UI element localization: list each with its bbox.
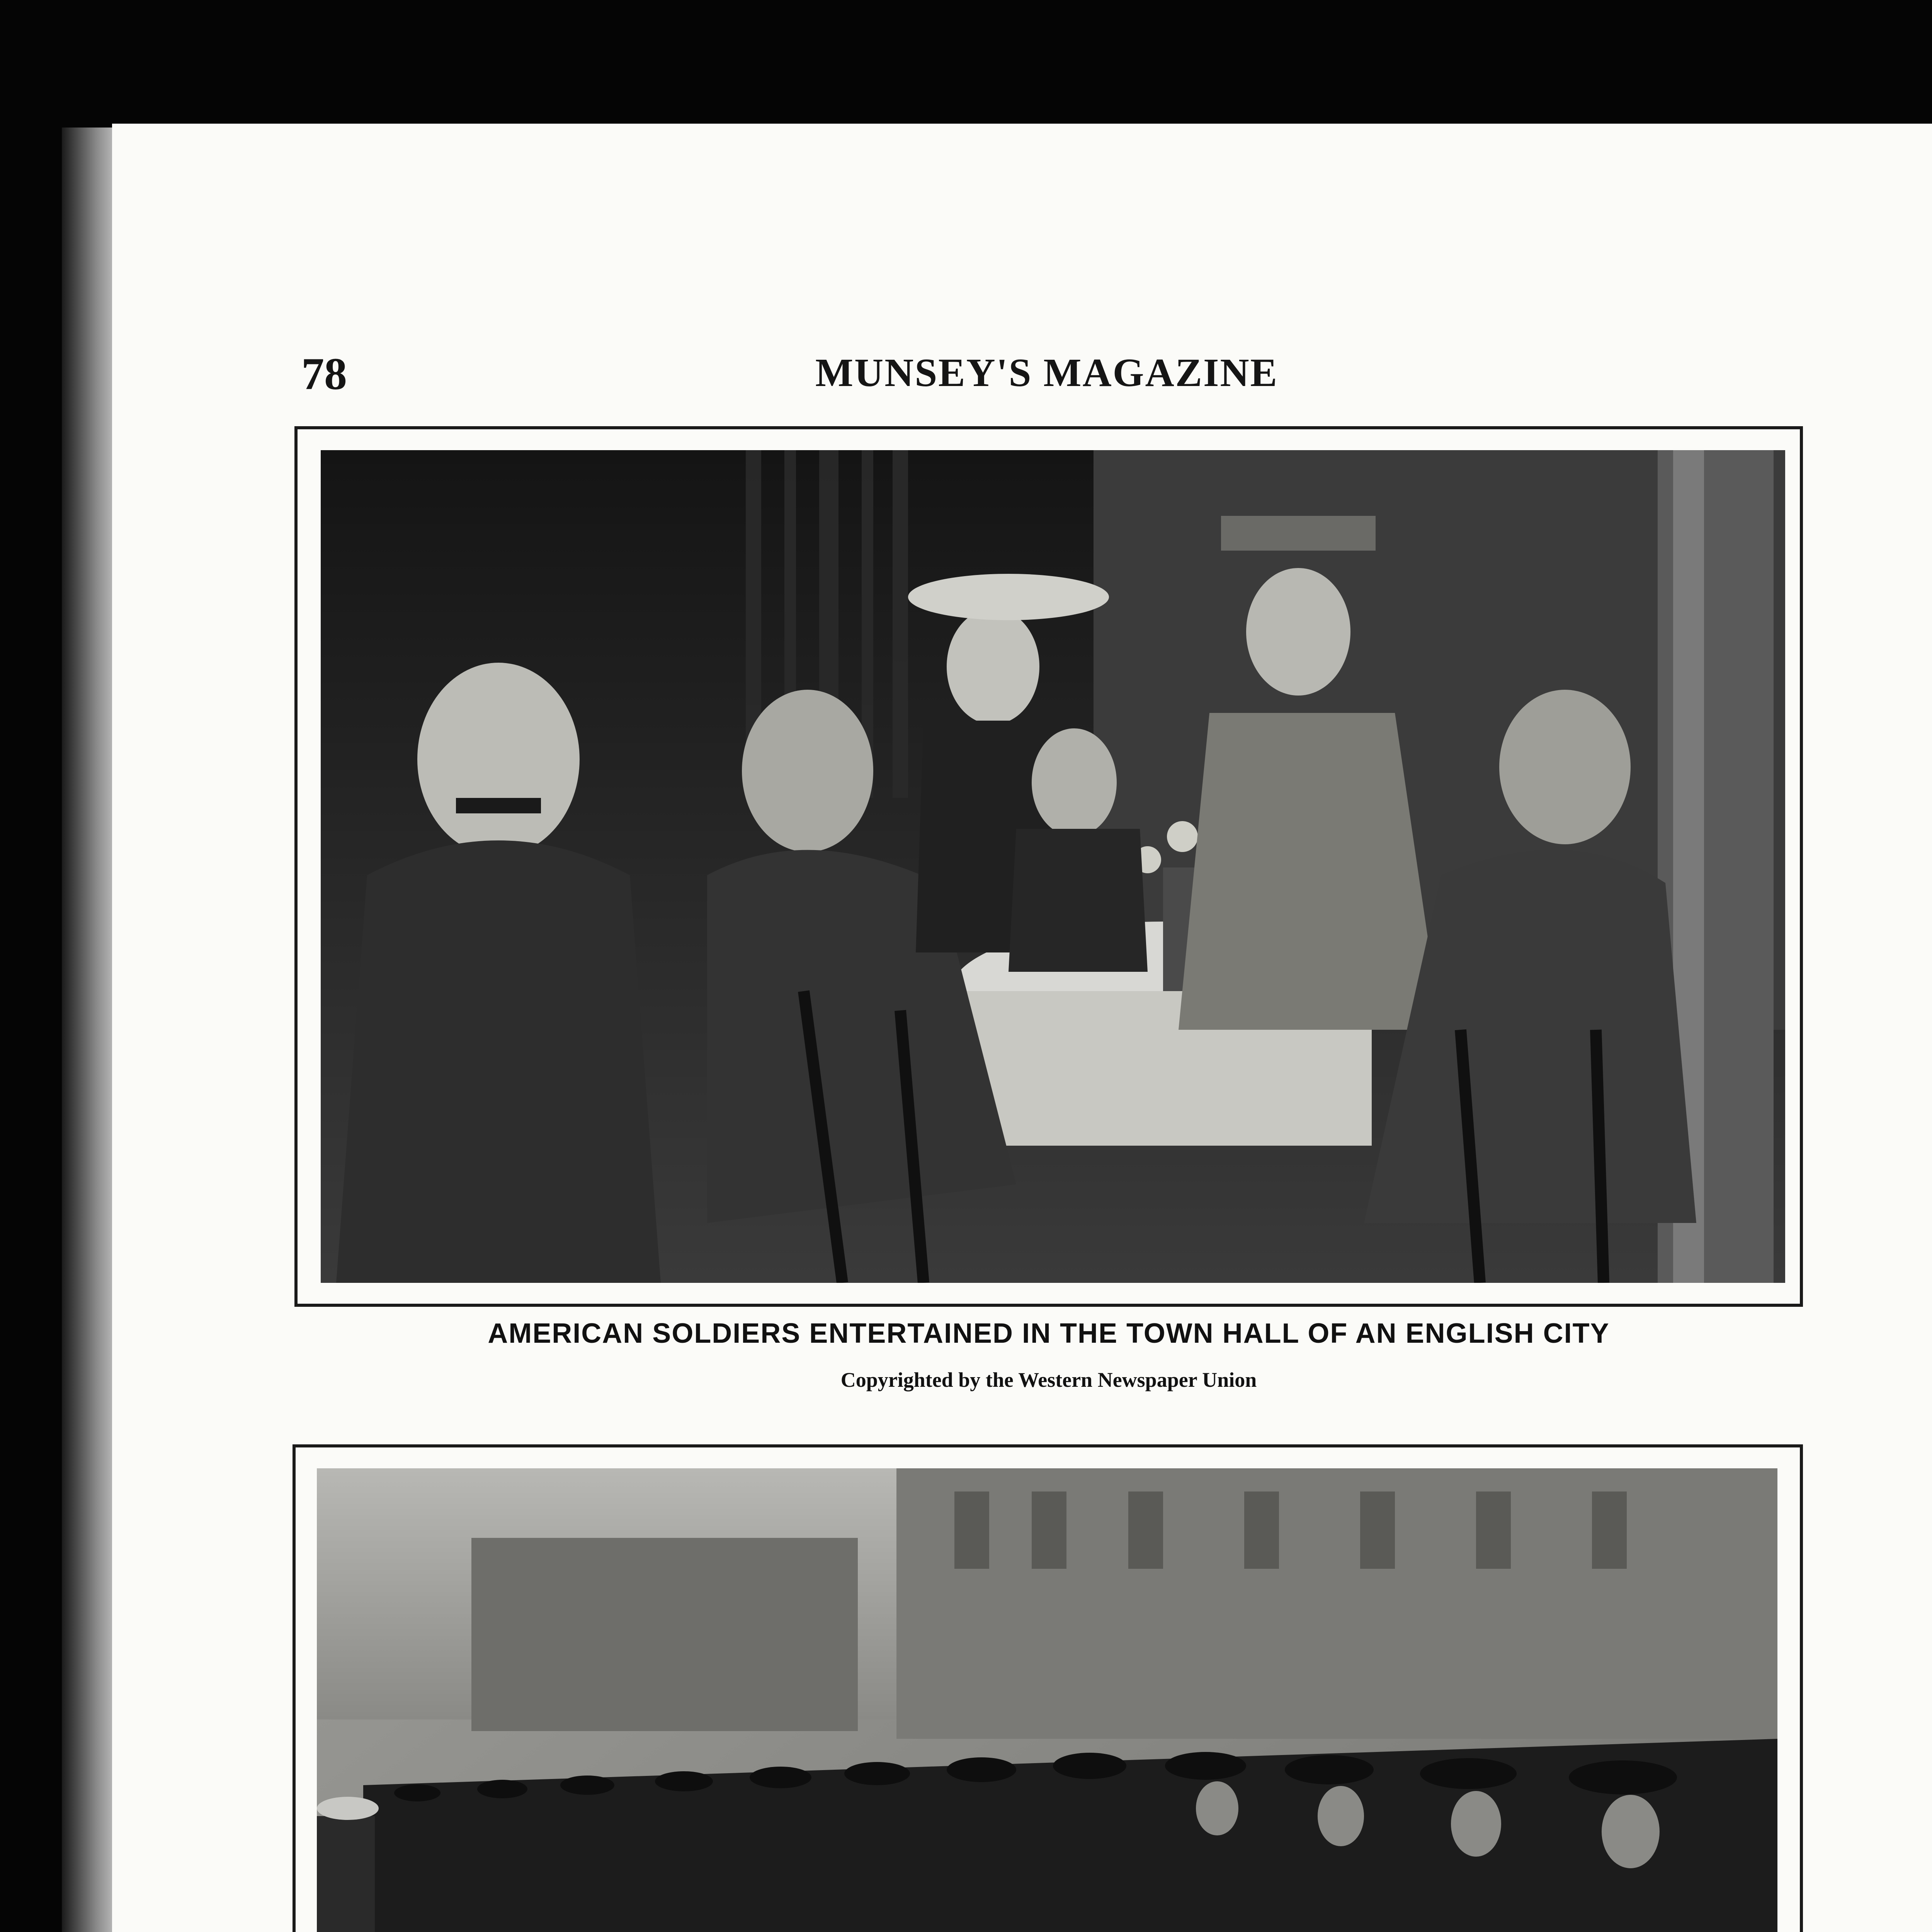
page-spine-edge — [62, 128, 120, 1932]
photo-soldiers-tea — [321, 450, 1785, 1283]
photo-1-credit: Copyrighted by the Western Newspaper Union — [840, 1368, 1257, 1391]
magazine-title: MUNSEY'S MAGAZINE — [815, 350, 1278, 395]
photo-1-caption: AMERICAN SOLDIERS ENTERTAINED IN THE TOWN HALL OF AN ENGLISH CITY — [488, 1318, 1610, 1349]
photo-soldiers-tea-image — [321, 450, 1785, 1283]
page-number: 78 — [301, 349, 347, 399]
photo-marching-soldiers-image — [317, 1468, 1777, 1932]
photo-marching-soldiers — [317, 1468, 1777, 1932]
